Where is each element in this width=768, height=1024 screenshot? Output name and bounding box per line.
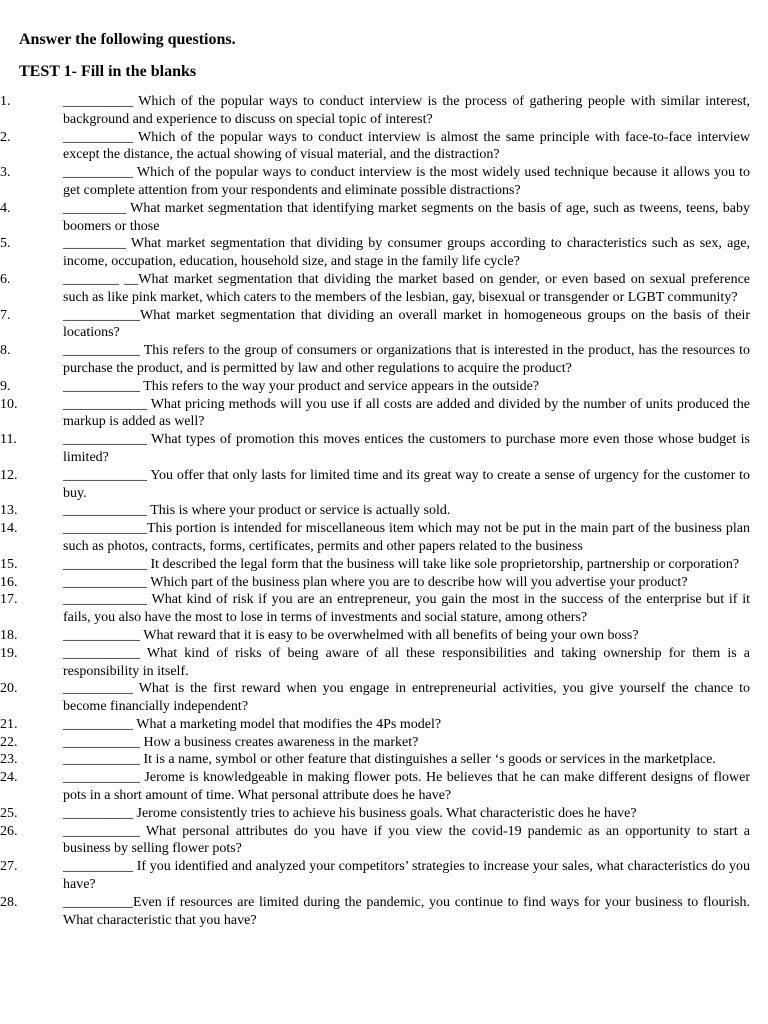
question-number: 1. bbox=[0, 94, 11, 109]
question-number: 24. bbox=[0, 770, 18, 786]
question-text: __________ What a marketing model that modifies the 4Ps model? bbox=[63, 716, 442, 732]
question-item bbox=[0, 645, 768, 681]
question-number: 8. bbox=[0, 343, 11, 359]
question-item bbox=[0, 734, 768, 752]
question-number: 12. bbox=[0, 467, 18, 483]
question-text: _________ What market segmentation that identifying market segments on the basis of age, such as tweens, teens, baby boomers or those bbox=[63, 200, 750, 234]
question-text: ___________ It is a name, symbol or other feature that distinguishes a seller ‘s goods or services in the marketplace. bbox=[63, 752, 716, 768]
question-number: 4. bbox=[0, 200, 11, 216]
question-item bbox=[0, 574, 768, 592]
question-item bbox=[0, 200, 768, 236]
question-item bbox=[0, 164, 768, 200]
question-item bbox=[0, 342, 768, 378]
question-text: ___________What market segmentation that dividing an overall market in homogeneous groups on the basis of their locations? bbox=[63, 307, 750, 341]
question-item bbox=[0, 858, 768, 894]
question-text: __________Even if resources are limited during the pandemic, you continue to find ways for your business to flourish. What characteristic that you have? bbox=[63, 894, 750, 928]
question-text: __________ Which of the popular ways to conduct interview is the process of gathering people with similar interest, background and experience to discuss on special topic of interest? bbox=[63, 94, 750, 127]
question-text: ____________ What types of promotion this moves entices the customers to purchase more even those whose budget is limited? bbox=[63, 432, 750, 465]
question-number: 18. bbox=[0, 627, 18, 643]
question-item bbox=[0, 751, 768, 769]
question-item bbox=[0, 591, 768, 627]
test-title: TEST 1- Fill in the blanks bbox=[19, 63, 197, 80]
question-item bbox=[0, 378, 768, 396]
question-number: 21. bbox=[0, 716, 18, 732]
question-number: 23. bbox=[0, 752, 18, 768]
question-number: 14. bbox=[0, 521, 18, 537]
question-item bbox=[0, 93, 768, 129]
question-item bbox=[0, 680, 768, 716]
question-item bbox=[0, 769, 768, 805]
question-item bbox=[0, 805, 768, 823]
question-text: __________ If you identified and analyzed your competitors’ strategies to increase your sales, what characteristics do you have? bbox=[63, 859, 750, 893]
question-text: ___________ Jerome is knowledgeable in making flower pots. He believes that he can make different designs of flower pots in a short amount of time. What personal attribute does he have? bbox=[63, 770, 750, 804]
question-number: 5. bbox=[0, 236, 11, 252]
question-text: __________ Jerome consistently tries to achieve his business goals. What characteristic does he have? bbox=[63, 805, 637, 821]
question-text: ___________ What personal attributes do you have if you view the covid-19 pandemic as an opportunity to start a business by selling flower pots? bbox=[63, 823, 750, 857]
question-text: __________ Which of the popular ways to conduct interview is the most widely used technique because it allows you to get complete attention from your respondents and eliminate possible distractions? bbox=[63, 165, 750, 198]
question-item bbox=[0, 307, 768, 343]
question-text: ___________ What kind of risks of being aware of all these responsibilities and taking ownership for them is a responsibility in itself. bbox=[63, 645, 750, 679]
question-item bbox=[0, 235, 768, 271]
question-number: 7. bbox=[0, 307, 11, 323]
question-number: 3. bbox=[0, 165, 11, 181]
question-item bbox=[0, 129, 768, 165]
question-item bbox=[0, 823, 768, 859]
question-number: 9. bbox=[0, 378, 11, 394]
question-number: 20. bbox=[0, 681, 18, 697]
question-text: ____________ What kind of risk if you are an entrepreneur, you gain the most in the success of the enterprise but if it fails, you also have the most to lose in terms of investments and social stature, among others? bbox=[63, 592, 750, 626]
question-number: 6. bbox=[0, 271, 11, 287]
question-text: ____________ What pricing methods will you use if all costs are added and divided by the number of units produced the markup is added as well? bbox=[63, 396, 750, 430]
question-text: ________ __What market segmentation that dividing the market based on gender, or even based on sexual preference such as like pink market, which caters to the members of the lesbian, gay, bisexual or transgender or LGBT community? bbox=[63, 271, 750, 305]
question-text: ____________ You offer that only lasts for limited time and its great way to create a sense of urgency for the customer to buy. bbox=[63, 467, 750, 501]
question-text: ____________This portion is intended for miscellaneous item which may not be put in the main part of the business plan such as photos, contracts, forms, certificates, permits and other papers related to the business bbox=[63, 521, 750, 554]
question-number: 10. bbox=[0, 396, 18, 412]
question-text: __________ What is the first reward when you engage in entrepreneurial activities, you give yourself the chance to become financially independent? bbox=[63, 681, 750, 715]
instructions-heading: Answer the following questions. bbox=[19, 31, 236, 48]
question-text: _________ What market segmentation that dividing by consumer groups according to characteristics such as sex, age, income, occupation, education, household size, and stage in the family life cycle? bbox=[63, 236, 750, 270]
question-number: 25. bbox=[0, 805, 18, 821]
question-text: ___________ This refers to the group of consumers or organizations that is interested in the product, has the resources to purchase the product, and is permitted by law and other regulations to acquire the product? bbox=[63, 343, 750, 376]
question-text: ___________ How a business creates awareness in the market? bbox=[63, 734, 419, 750]
question-list bbox=[0, 93, 768, 929]
question-text: ____________ This is where your product or service is actually sold. bbox=[63, 503, 451, 519]
question-text: __________ Which of the popular ways to conduct interview is almost the same principle with face-to-face interview except the distance, the actual showing of visual material, and the distraction? bbox=[63, 129, 750, 163]
question-item bbox=[0, 894, 768, 930]
question-number: 17. bbox=[0, 592, 18, 608]
question-number: 15. bbox=[0, 556, 18, 572]
question-item bbox=[0, 556, 768, 574]
question-number: 27. bbox=[0, 859, 18, 875]
question-text: ___________ What reward that it is easy to be overwhelmed with all benefits of being your own boss? bbox=[63, 627, 639, 643]
question-item bbox=[0, 396, 768, 432]
question-item bbox=[0, 627, 768, 645]
question-number: 11. bbox=[0, 432, 17, 448]
question-item bbox=[0, 467, 768, 503]
question-number: 26. bbox=[0, 823, 18, 839]
question-item bbox=[0, 716, 768, 734]
question-item bbox=[0, 520, 768, 556]
question-item bbox=[0, 271, 768, 307]
question-text: ____________ It described the legal form that the business will take like sole proprietorship, partnership or corporation? bbox=[63, 556, 740, 572]
question-number: 13. bbox=[0, 503, 18, 519]
question-number: 19. bbox=[0, 645, 18, 661]
question-number: 22. bbox=[0, 734, 18, 750]
question-number: 16. bbox=[0, 574, 18, 590]
question-number: 2. bbox=[0, 129, 11, 145]
question-item bbox=[0, 431, 768, 467]
question-number: 28. bbox=[0, 894, 18, 910]
question-text: ____________ Which part of the business plan where you are to describe how will you advertise your product? bbox=[63, 574, 688, 590]
question-text: ___________ This refers to the way your product and service appears in the outside? bbox=[63, 378, 539, 394]
question-item bbox=[0, 502, 768, 520]
